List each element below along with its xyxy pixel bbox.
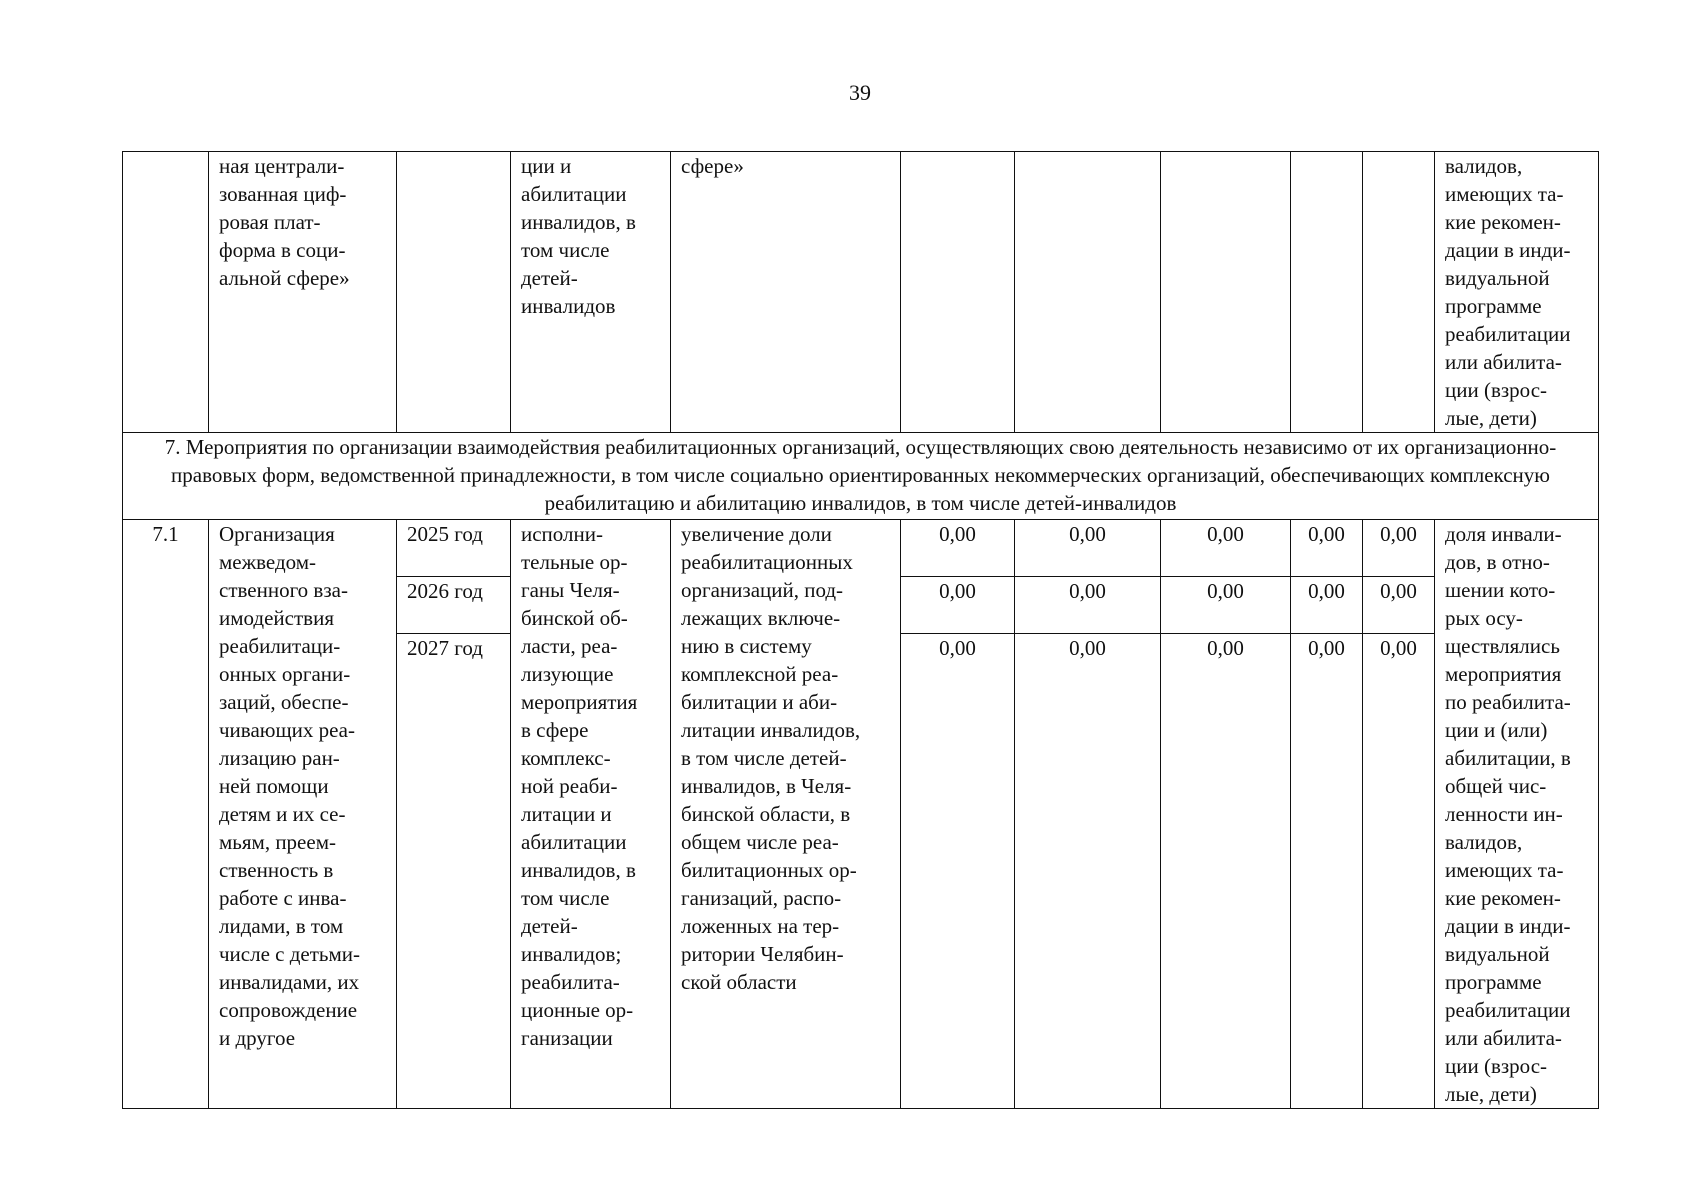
cell-empty bbox=[1161, 152, 1291, 433]
year-cell: 2027 год bbox=[397, 634, 511, 1109]
cell-result bbox=[671, 152, 901, 433]
cell-empty bbox=[1291, 152, 1363, 433]
value-regional: 0,00 bbox=[1161, 577, 1291, 634]
value-federal: 0,00 bbox=[1015, 520, 1161, 577]
cell-executor bbox=[511, 152, 671, 433]
section-row bbox=[123, 433, 1599, 520]
cell-name bbox=[209, 152, 397, 433]
continuation-executor: ции и абилитации инвалидов, в том числе детей- инвалидов bbox=[521, 154, 636, 318]
cell-indicator bbox=[1435, 520, 1599, 1109]
value-total: 0,00 bbox=[901, 634, 1015, 1109]
value-total: 0,00 bbox=[901, 577, 1015, 634]
cell-executor bbox=[511, 520, 671, 1109]
program-table bbox=[122, 151, 1599, 1109]
year-cell: 2025 год bbox=[397, 520, 511, 577]
page-number: 39 bbox=[849, 80, 871, 105]
value-total: 0,00 bbox=[901, 520, 1015, 577]
value-local: 0,00 bbox=[1291, 577, 1363, 634]
year-cell: 2026 год bbox=[397, 577, 511, 634]
cell-indicator bbox=[1435, 152, 1599, 433]
item-name: Организация межведом- ственного вза- имодействия реабилитаци- онных органи- заций, обеспе- чивающих реа- лизацию ран- ней помощи детям и их се- мьям, преем- ственность в работе с инва- лидами, в том числе с детьми- инвалидами, их сопровождение и другое bbox=[219, 522, 361, 1050]
item-number: 7.1 bbox=[123, 520, 209, 1109]
continuation-name: ная централи- зованная циф- ровая плат- форма в соци- альной сфере» bbox=[219, 154, 350, 290]
cell-result bbox=[671, 520, 901, 1109]
item-executor: исполни- тельные ор- ганы Челя- бинской об- ласти, реа- лизующие мероприятия в сфере комплекс- ной реаби- литации и абилитации инвалидов, в том числе детей- инвалидов; реабилита- ционные ор- ганизации bbox=[521, 522, 638, 1050]
value-federal: 0,00 bbox=[1015, 577, 1161, 634]
cell-empty bbox=[397, 152, 511, 433]
value-other: 0,00 bbox=[1363, 520, 1435, 577]
continuation-row bbox=[123, 152, 1599, 433]
cell-empty bbox=[123, 152, 209, 433]
continuation-indicator: валидов, имеющих та- кие рекомен- дации в инди- видуальной программе реабилитации или абилита- ции (взрос- лые, дети) bbox=[1445, 154, 1571, 430]
item-result: увеличение доли реабилитационных организаций, под- лежащих включе- нию в систему комплексной реа- билитации и аби- литации инвалидов, в том числе детей- инвалидов, в Челя- бинской области, в общем числе реа- билитационных ор- ганизаций, распо- ложенных на тер- ритории Челябин- ской области bbox=[681, 522, 861, 994]
value-federal: 0,00 bbox=[1015, 634, 1161, 1109]
cell-empty bbox=[901, 152, 1015, 433]
cell-empty bbox=[1363, 152, 1435, 433]
value-regional: 0,00 bbox=[1161, 520, 1291, 577]
cell-empty bbox=[1015, 152, 1161, 433]
value-regional: 0,00 bbox=[1161, 634, 1291, 1109]
value-local: 0,00 bbox=[1291, 634, 1363, 1109]
value-local: 0,00 bbox=[1291, 520, 1363, 577]
value-other: 0,00 bbox=[1363, 577, 1435, 634]
continuation-result: сфере» bbox=[681, 154, 744, 178]
item-indicator: доля инвали- дов, в отно- шении кото- рых осу- ществлялись мероприятия по реабилита- ции и (или) абилитации, в общей чис- ленности ин- валидов, имеющих та- кие рекомен- дации в инди- видуальной программе реабилитации или абилита- ции (взрос- лые, дети) bbox=[1445, 522, 1571, 1106]
cell-name bbox=[209, 520, 397, 1109]
value-other: 0,00 bbox=[1363, 634, 1435, 1109]
table-row bbox=[123, 520, 1599, 577]
section-title: 7. Мероприятия по организации взаимодействия реабилитационных организаций, осуществляющих свою деятельность независимо от их организационно-правовых форм, ведомственной принадлежности, в том числе социально ориентированных некоммерческих организаций, обеспечивающих комплексную реабилитацию и абилитацию инвалидов, в том числе детей-инвалидов bbox=[123, 433, 1599, 520]
